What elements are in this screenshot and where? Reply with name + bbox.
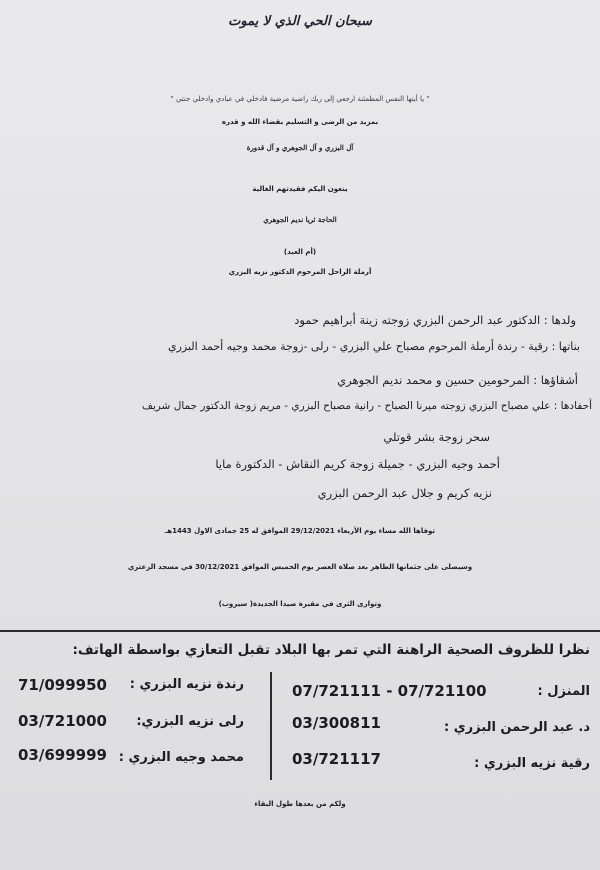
condolence-notice: نظرا للظروف الصحية الراهنة التي تمر بها البلاد تقبل التعازي بواسطة الهاتف:	[72, 642, 590, 658]
prayer-line: وسيصلى على جثمانها الطاهر بعد صلاة العصر يوم الخميس الموافق 30/12/2021 في مسجد الزعتري	[127, 563, 473, 571]
grandchildren-line-3: أحمد وجيه البزري - جميلة زوجة كريم النقاش - الدكتورة مايا	[215, 457, 500, 471]
contact-rola-phone: 03/721000	[18, 712, 107, 730]
families-heading: آل البزري و آل الجوهري و آل قدورة	[246, 143, 354, 152]
contact-randa-label: رندة نزيه البزري :	[129, 677, 244, 692]
contact-ruqaya-phone: 03/721117	[292, 750, 381, 768]
announcement-line: ينعون اليكم فقيدتهم الغالية	[252, 185, 348, 193]
contact-randa-phone: 71/099950	[18, 676, 107, 694]
closing-line: ولكم من بعدها طول البقاء	[254, 800, 346, 808]
daughters-line: بناتها : رقية - رندة أرملة المرحوم مصباح علي البزري - رلى -زوجة محمد وجيه أحمد البزري	[167, 340, 580, 353]
contact-ruqaya-label: رقية نزيه البزري :	[474, 756, 590, 771]
deceased-name: الحاجة ثريا نديم الجوهري	[263, 215, 337, 224]
deceased-nickname: (أم العبد)	[283, 248, 317, 256]
calligraphy-title: سبحان الحي الذي لا يموت	[228, 14, 372, 29]
siblings-line: أشقاؤها : المرحومين حسين و محمد نديم الجوهري	[337, 373, 578, 387]
son-line: ولدها : الدكتور عبد الرحمن البزري زوجته زينة أبراهيم حمود	[294, 313, 576, 327]
grandchildren-line-2: سحر زوجة بشر قوتلي	[383, 430, 490, 444]
contact-home-label: المنزل :	[537, 684, 590, 699]
contact-home-phone: 07/721111 - 07/721100	[292, 682, 487, 700]
grandchildren-line-1: أحفادها : علي مصباح البزري زوجته ميرنا الصباح - رانية مصباح البزري - مريم زوجة الدكتور جمال شريف	[141, 400, 592, 412]
burial-line: وتوارى الثرى في مقبرة صيدا الجديدة( سيروب)	[218, 600, 382, 608]
section-divider	[0, 630, 600, 632]
contact-abdulrahman-label: د. عبد الرحمن البزري :	[444, 720, 590, 735]
acceptance-line: بمزيد من الرضى و التسليم بقضاء الله و قدره	[221, 118, 379, 126]
contact-mohammad-phone: 03/699999	[18, 746, 107, 764]
widow-line: أرملة الراحل المرحوم الدكتور نزيه البزري	[228, 268, 372, 276]
column-divider	[270, 672, 272, 780]
death-date-line: توفاها الله مساء يوم الأربعاء 29/12/2021 الموافق له 25 جمادى الاول 1443هـ	[164, 527, 436, 535]
grandchildren-line-4: نزيه كريم و جلال عبد الرحمن البزري	[317, 486, 492, 500]
contact-rola-label: رلى نزيه البزري:	[136, 714, 244, 729]
quran-verse: " يا أيتها النفس المطمئنة ارجعي إلى ربك راضية مرضية فادخلي في عبادي وادخلي جنتي "	[170, 95, 430, 103]
contact-abdulrahman-phone: 03/300811	[292, 714, 381, 732]
contact-mohammad-label: محمد وجيه البزري :	[118, 750, 244, 765]
